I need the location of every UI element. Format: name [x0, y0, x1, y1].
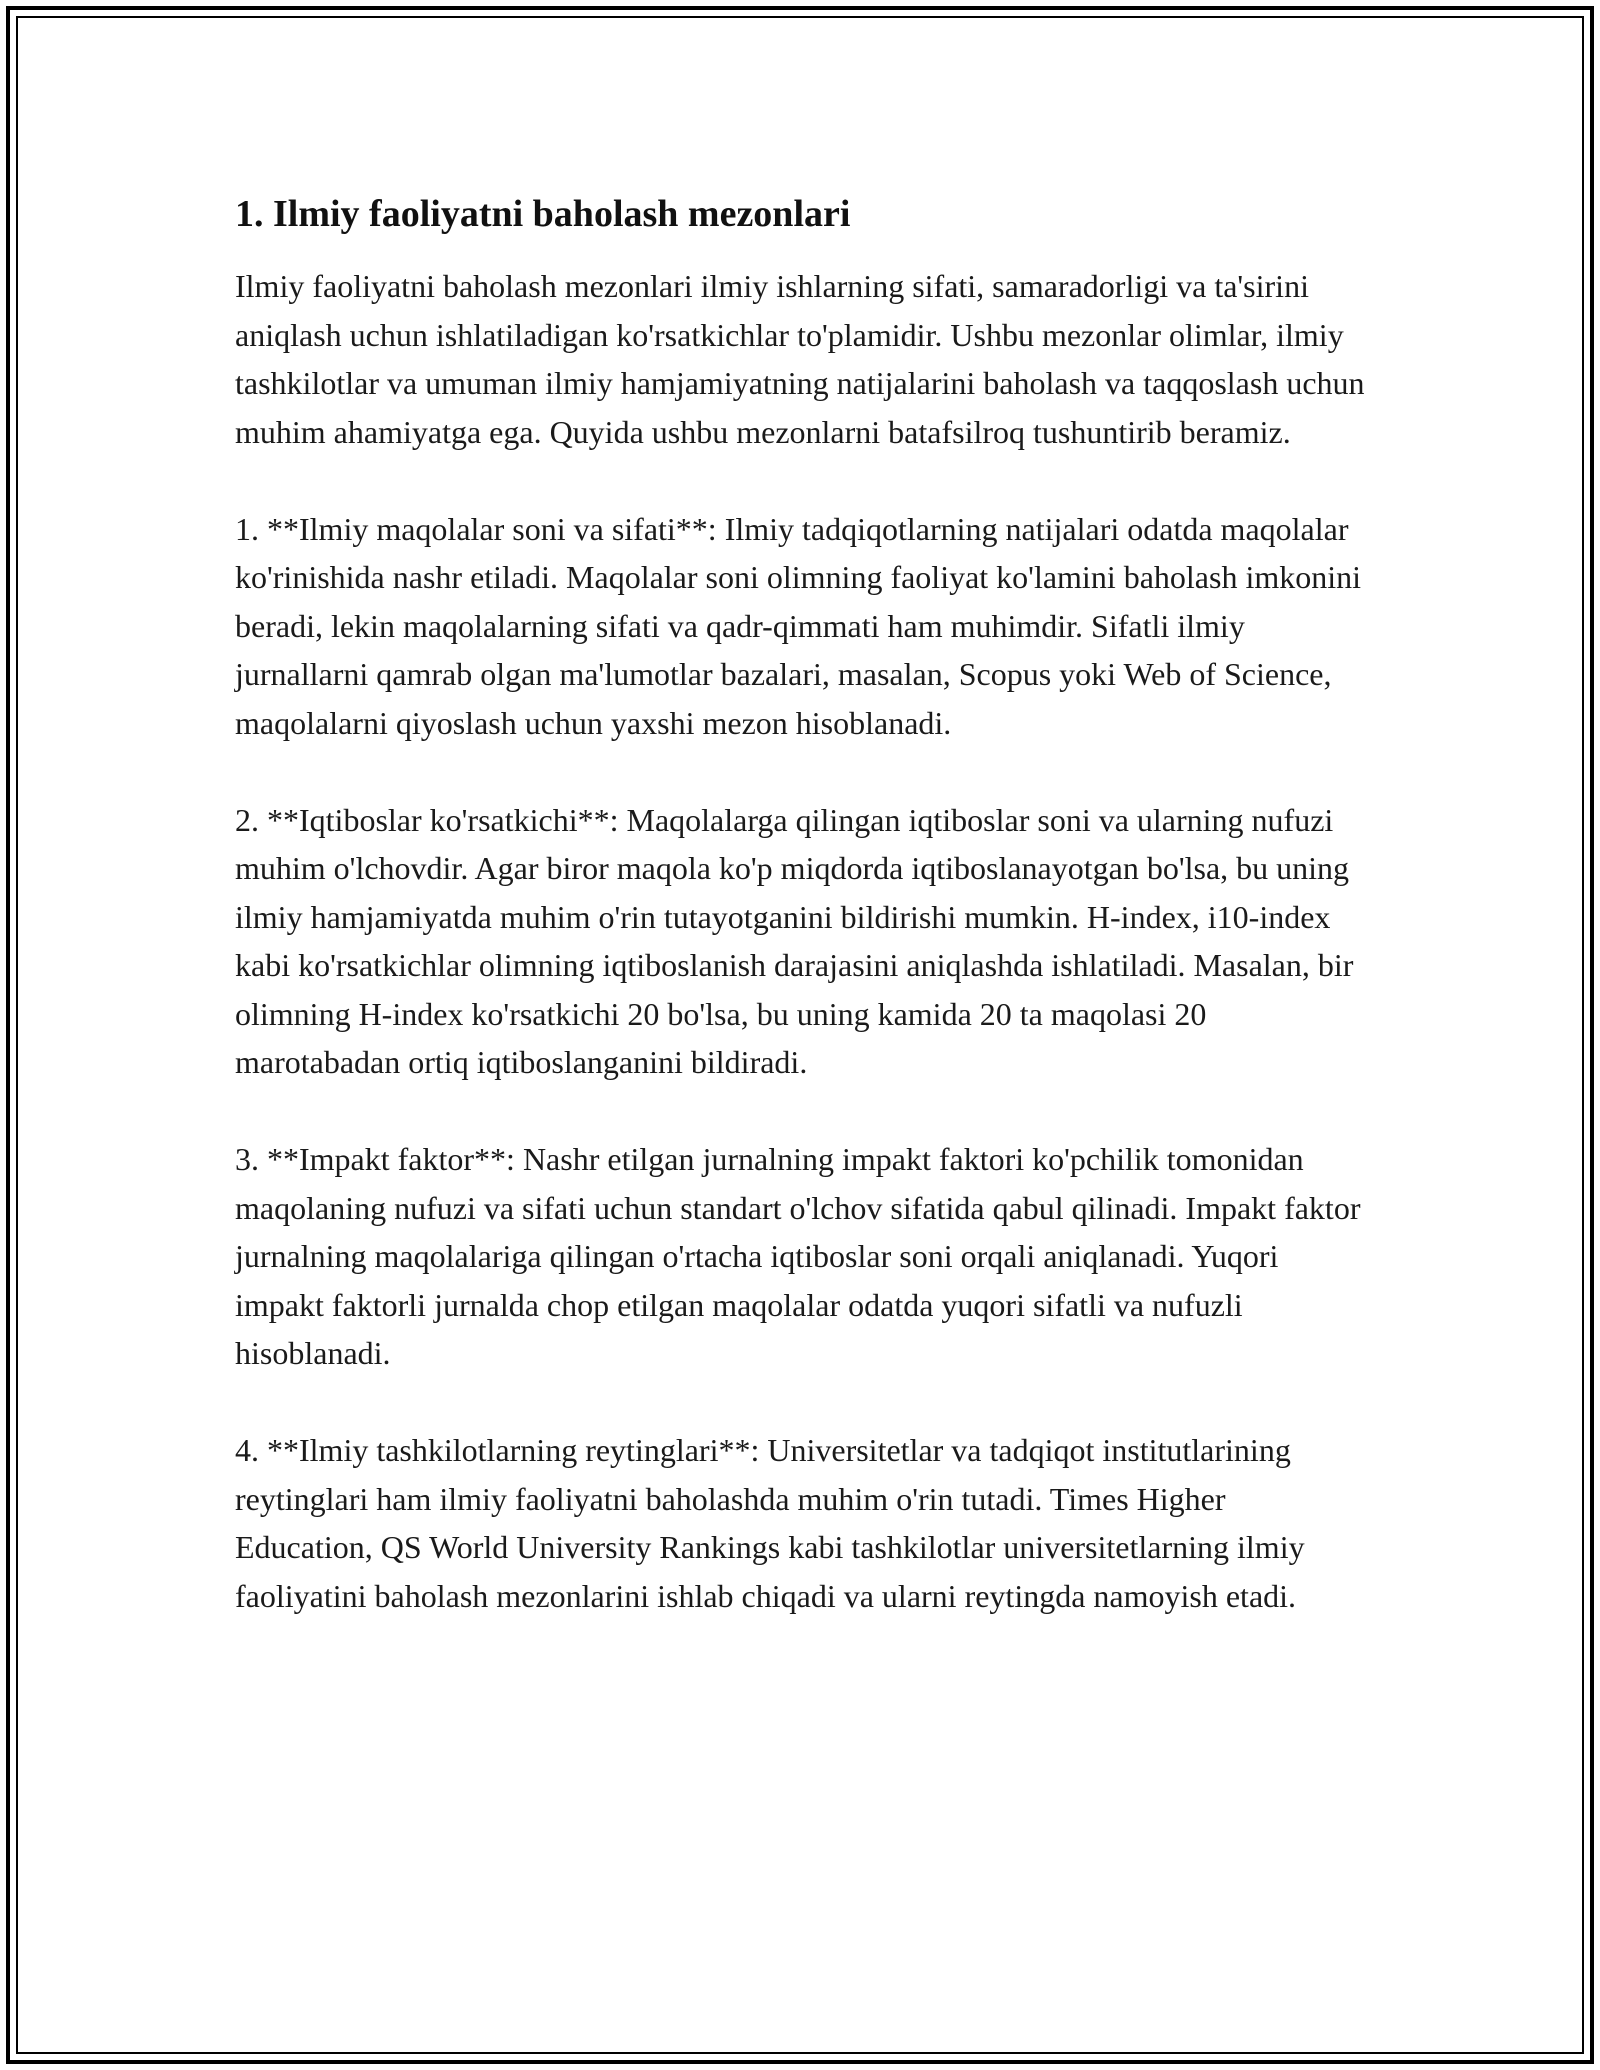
intro-paragraph: Ilmiy faoliyatni baholash mezonlari ilmiy ishlarning sifati, samaradorligi va ta'sirini aniqlash uchun ishlatiladigan ko'rsatkichlar to'plamidir. Ushbu mezonlar olimlar, ilmiy tashkilotlar va umuman ilmiy hamjamiyatning natijalarini baholash va taqqoslash uchun muhim ahamiyatga ega. Quyida ushbu mezonlarni batafsilroq tushuntirib beramiz. — [235, 268, 1365, 450]
criterion-paragraph-impact-factor: 3. **Impakt faktor**: Nashr etilgan jurnalning impakt faktori ko'pchilik tomonidan maqolaning nufuzi va sifati uchun standart o'lchov sifatida qabul qilinadi. Impakt faktor jurnalning maqolalariga qilingan o'rtacha iqtiboslar soni orqali aniqlanadi. Yuqori impakt faktorli jurnalda chop etilgan maqolalar odatda yuqori sifatli va nufuzli hisoblanadi. — [235, 1141, 1361, 1371]
document-body — [235, 190, 1365, 1669]
criterion-paragraph-citations: 2. **Iqtiboslar ko'rsatkichi**: Maqolalarga qilingan iqtiboslar soni va ularning nufuzi muhim o'lchovdir. Agar biror maqola ko'p miqdorda iqtiboslanayotgan bo'lsa, bu uning ilmiy hamjamiyatda muhim o'rin tutayotganini bildirishi mumkin. H-index, i10-index kabi ko'rsatkichlar olimning iqtiboslanish darajasini aniqlashda ishlatiladi. Masalan, bir olimning H-index ko'rsatkichi 20 bo'lsa, bu uning kamida 20 ta maqolasi 20 marotabadan ortiq iqtiboslanganini bildiradi. — [235, 801, 1354, 1080]
criterion-paragraph-rankings: 4. **Ilmiy tashkilotlarning reytinglari**: Universitetlar va tadqiqot institutlarining reytinglari ham ilmiy faoliyatni baholashda muhim o'rin tutadi. Times Higher Education, QS World University Rankings kabi tashkilotlar universitetlarning ilmiy faoliyatini baholash mezonlarini ishlab chiqadi va ularni reytingda namoyish etadi. — [235, 1432, 1305, 1614]
criterion-paragraph-articles: 1. **Ilmiy maqolalar soni va sifati**: Ilmiy tadqiqotlarning natijalari odatda maqolalar ko'rinishida nashr etiladi. Maqolalar soni olimning faoliyat ko'lamini baholash imkonini beradi, lekin maqolalarning sifati va qadr-qimmati ham muhimdir. Sifatli ilmiy jurnallarni qamrab olgan ma'lumotlar bazalari, masalan, Scopus yoki Web of Science, maqolalarni qiyoslash uchun yaxshi mezon hisoblanadi. — [235, 510, 1362, 741]
section-heading: 1. Ilmiy faoliyatni baholash mezonlari — [235, 193, 851, 235]
